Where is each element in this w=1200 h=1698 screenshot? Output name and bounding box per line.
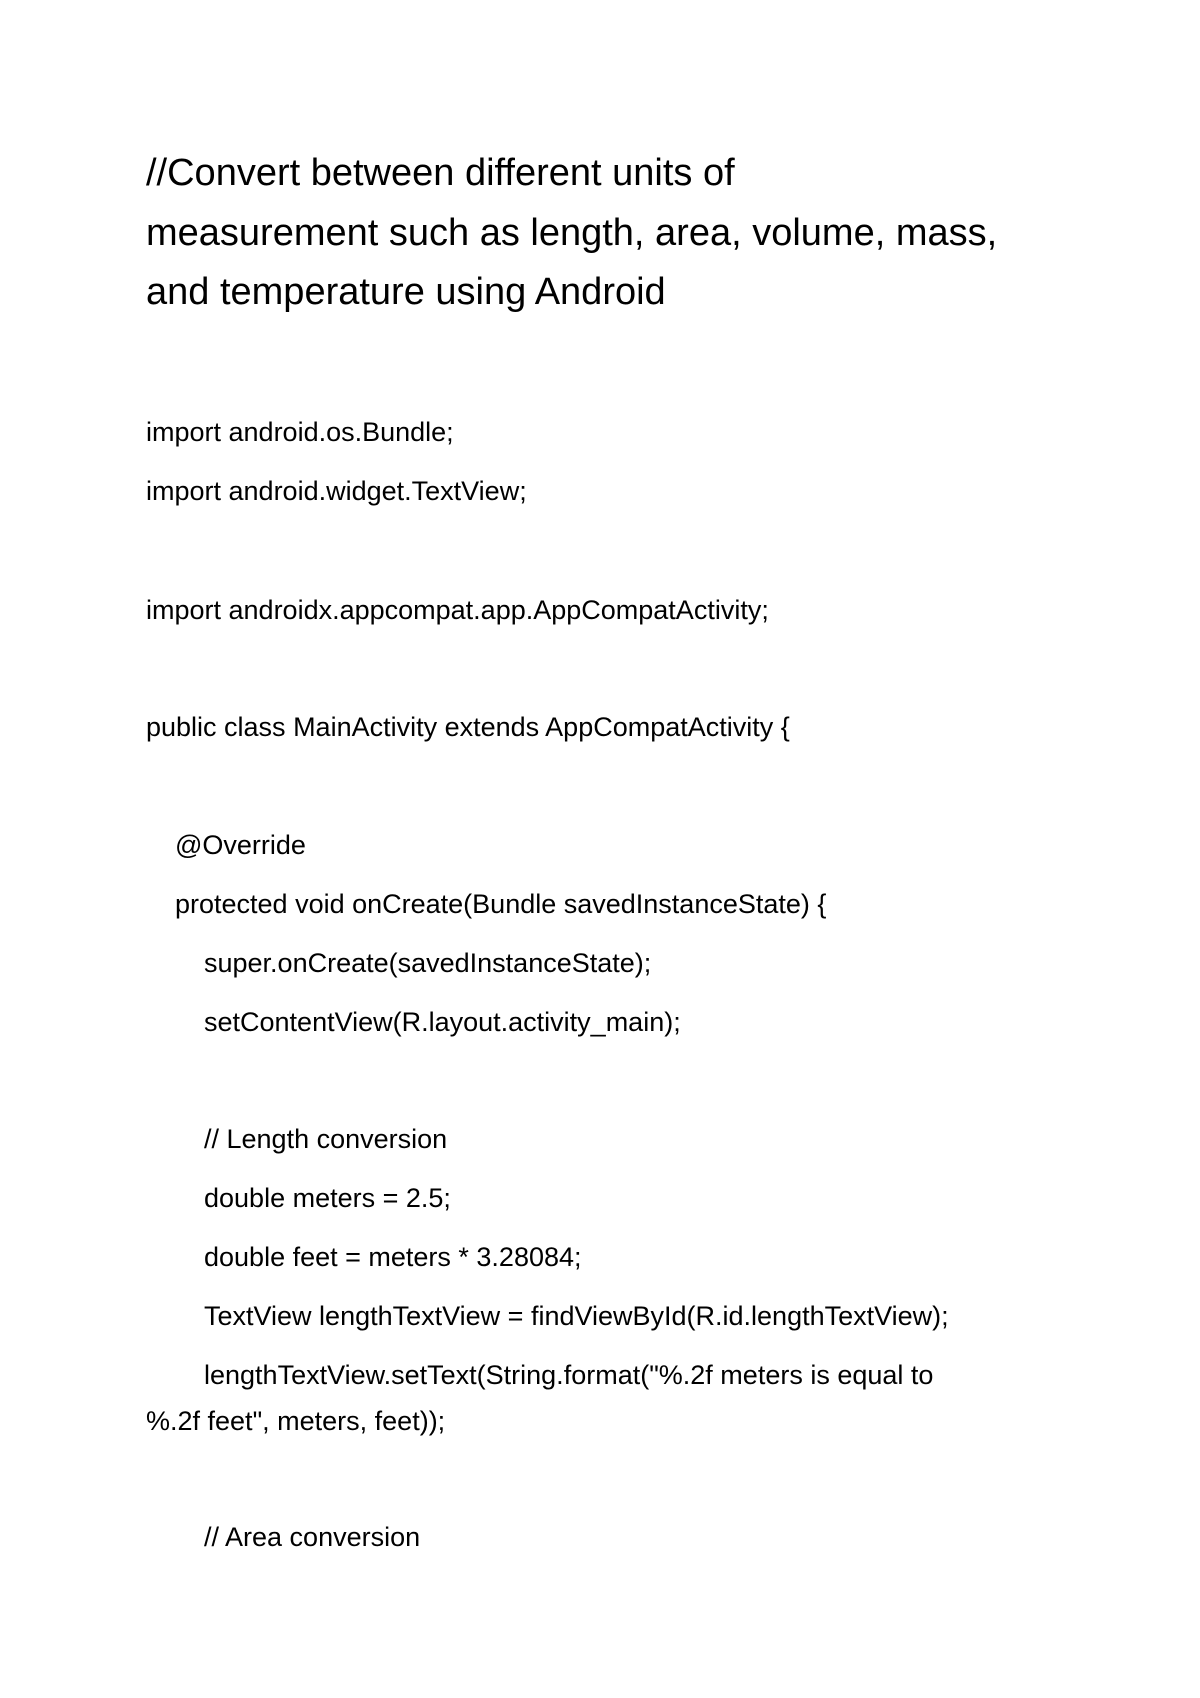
code-line-area-comment: // Area conversion <box>204 1522 421 1552</box>
code-line-import-textview: import android.widget.TextView; <box>146 476 527 506</box>
code-line-import-bundle: import android.os.Bundle; <box>146 417 454 447</box>
code-line-override: @Override <box>175 830 306 860</box>
code-line-meters: double meters = 2.5; <box>204 1183 451 1213</box>
code-line-length-textview: TextView lengthTextView = findViewById(R.id.lengthTextView); <box>204 1301 949 1331</box>
code-line-import-appcompat: import androidx.appcompat.app.AppCompatActivity; <box>146 595 769 625</box>
code-line-super-oncreate: super.onCreate(savedInstanceState); <box>204 948 652 978</box>
code-line-length-comment: // Length conversion <box>204 1124 448 1154</box>
code-line-setcontentview: setContentView(R.layout.activity_main); <box>204 1007 681 1037</box>
title-line-3: and temperature using Android <box>146 271 666 313</box>
code-line-class-declaration: public class MainActivity extends AppCompatActivity { <box>146 712 790 742</box>
code-line-oncreate: protected void onCreate(Bundle savedInstanceState) { <box>175 889 827 919</box>
code-line-feet: double feet = meters * 3.28084; <box>204 1242 582 1272</box>
code-line-settext-continued: %.2f feet", meters, feet)); <box>146 1406 446 1436</box>
title-line-1: //Convert between different units of <box>146 152 735 194</box>
title-line-2: measurement such as length, area, volume, mass, <box>146 212 998 254</box>
code-line-settext: lengthTextView.setText(String.format("%.2f meters is equal to <box>204 1360 934 1390</box>
